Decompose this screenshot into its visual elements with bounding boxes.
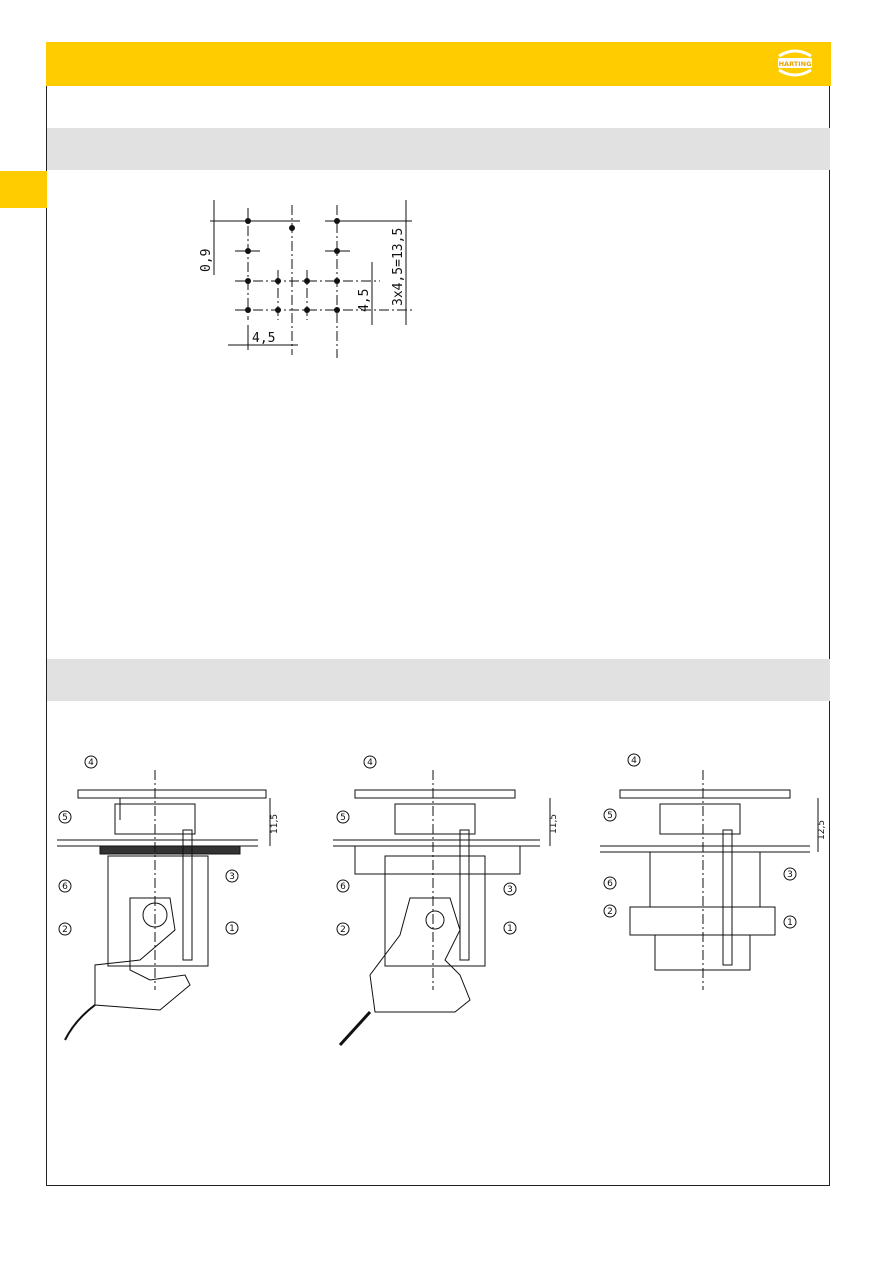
dim-0-9: 0,9	[199, 248, 214, 272]
svg-text:5: 5	[62, 813, 68, 823]
header-band	[46, 42, 831, 86]
svg-text:5: 5	[340, 813, 346, 823]
svg-text:6: 6	[607, 879, 613, 889]
chapter-tab	[0, 171, 47, 208]
dim-4-5-horizontal: 4,5	[252, 331, 276, 346]
svg-text:2: 2	[607, 907, 613, 917]
svg-text:6: 6	[62, 882, 68, 892]
svg-text:2: 2	[62, 925, 68, 935]
svg-text:4: 4	[367, 758, 373, 768]
dim-4-5-vertical: 4,5	[357, 288, 372, 312]
harting-logo	[775, 46, 815, 80]
dim-label: 11,5	[549, 813, 559, 834]
dim-label: 11,5	[270, 813, 280, 834]
svg-text:3: 3	[507, 885, 513, 895]
svg-text:5: 5	[607, 811, 613, 821]
svg-text:3: 3	[787, 870, 793, 880]
dim-label: 12,5	[817, 819, 827, 840]
svg-text:1: 1	[229, 924, 235, 934]
dim-pitch-total: 3x4,5=13,5	[391, 227, 406, 306]
svg-text:1: 1	[507, 924, 513, 934]
brand-text: HARTING	[778, 60, 812, 68]
content-frame	[46, 86, 830, 1186]
section-band-pcb-layout	[47, 128, 830, 170]
section-band-installation	[47, 659, 830, 701]
svg-text:4: 4	[88, 758, 94, 768]
svg-text:4: 4	[631, 756, 637, 766]
svg-text:6: 6	[340, 882, 346, 892]
svg-text:3: 3	[229, 872, 235, 882]
svg-text:2: 2	[340, 925, 346, 935]
svg-text:1: 1	[787, 918, 793, 928]
